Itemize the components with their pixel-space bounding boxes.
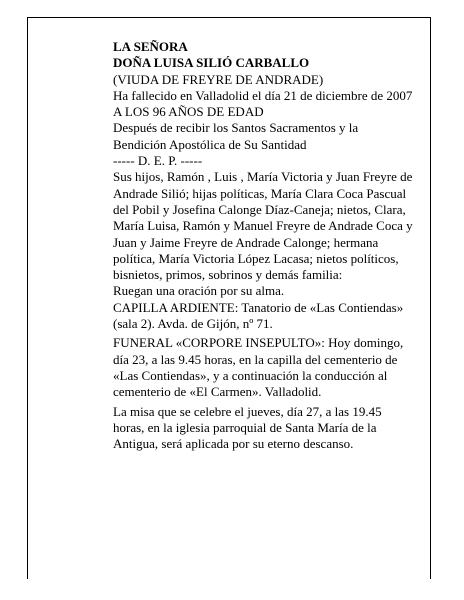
family-paragraph: Sus hijos, Ramón , Luis , María Victoria y Juan Freyre de Andrade Silió; hijas políticas, María Clara Coca Pascual del Pobil y Josefina Calonge Díaz-Caneja; nietos, Clara, María Luisa, Ramón y Manuel Freyre de Andrade Coca y Juan y Jaime Freyre de Andrade Calonge; hermana política, María Victoria López Lacasa; nietos políticos, bisnietos, primos, sobrinos y demás familia: [113,169,413,283]
rip-line: ----- D. E. P. ----- [113,153,203,169]
obituary-notice [113,39,413,452]
widow-of-line: (VIUDA DE FREYRE DE ANDRADE) [113,71,324,87]
funeral-paragraph: FUNERAL «CORPORE INSEPULTO»: Hoy domingo, día 23, a las 9.45 horas, en la capilla del cementerio de «Las Contiendas», y a continuación la conducción al cementerio de «El Carmen». Valladolid. [113,335,404,400]
sacraments-line: Después de recibir los Santos Sacramentos y la Bendición Apostólica de Su Santidad [113,120,359,152]
deceased-name: DOÑA LUISA SILIÓ CARBALLO [113,55,310,71]
age-line: A LOS 96 AÑOS DE EDAD [113,104,264,120]
death-line: Ha fallecido en Valladolid el día 21 de diciembre de 2007 [113,87,413,103]
chapel-paragraph: CAPILLA ARDIENTE: Tanatorio de «Las Contiendas» (sala 2). Avda. de Gijón, nº 71. [113,299,404,332]
prayer-line: Ruegan una oración por su alma. [113,283,285,299]
header-title: LA SEÑORA [113,39,188,54]
mass-paragraph: La misa que se celebre el jueves, día 27, a las 19.45 horas, en la iglesia parroquial de Santa María de la Antigua, será aplicada por su eterno descanso. [113,403,382,452]
